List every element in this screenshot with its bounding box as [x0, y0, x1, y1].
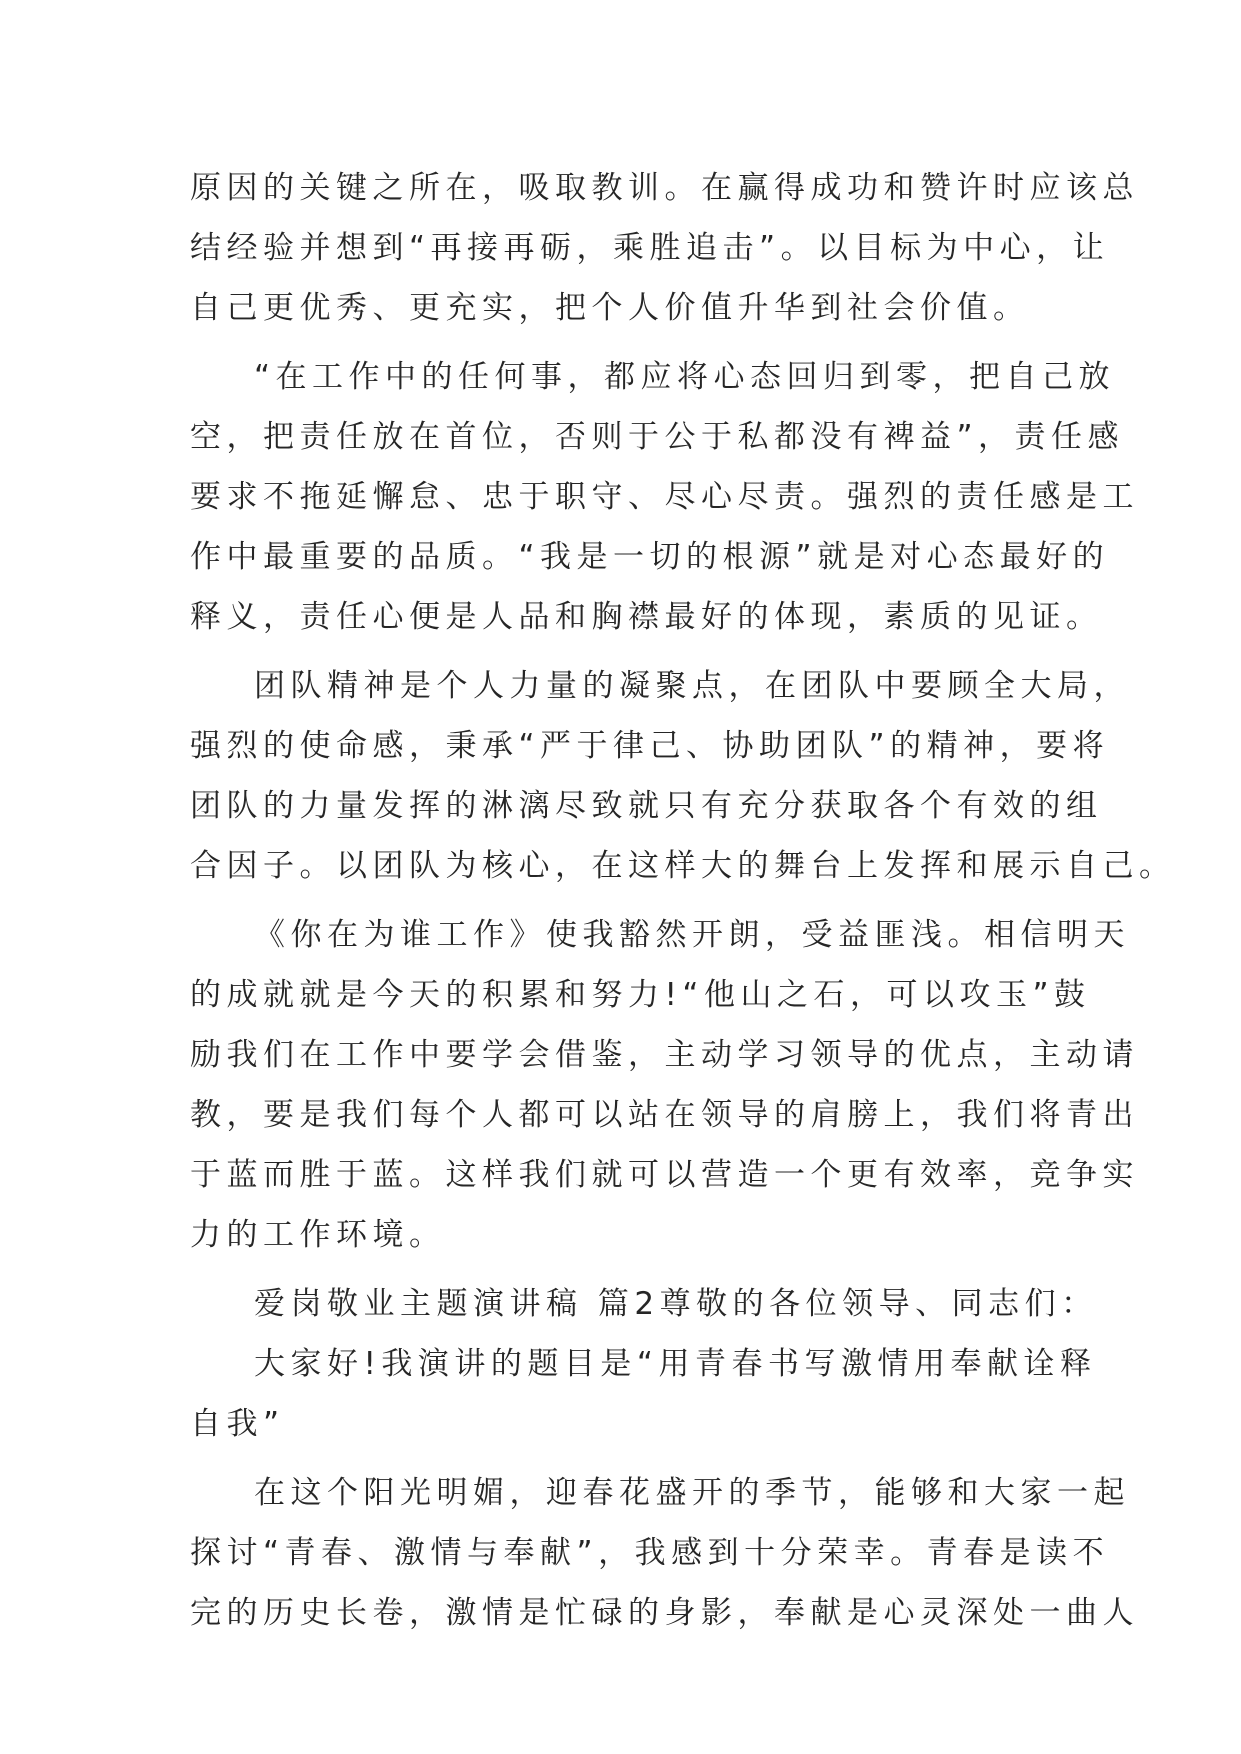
paragraph-first-line: 大家好!我演讲的题目是“用青春书写激情用奉献诠释: [254, 1346, 1097, 1382]
text-line: 自己更优秀、更充实，把个人价值升华到社会价值。: [190, 290, 1030, 326]
speech-heading: 爱岗敬业主题演讲稿 篇2尊敬的各位领导、同志们：: [254, 1286, 1098, 1322]
text-line: 教，要是我们每个人都可以站在领导的肩膀上，我们将青出: [190, 1097, 1139, 1133]
paragraph-first-line: 团队精神是个人力量的凝聚点，在团队中要顾全大局，: [254, 668, 1130, 704]
paragraph-first-line: 《你在为谁工作》使我豁然开朗，受益匪浅。相信明天: [254, 917, 1130, 953]
text-line: 释义，责任心便是人品和胸襟最好的体现，素质的见证。: [190, 599, 1103, 635]
text-line: 完的历史长卷，激情是忙碌的身影，奉献是心灵深处一曲人: [190, 1595, 1139, 1631]
text-line: 原因的关键之所在，吸取教训。在赢得成功和赞许时应该总: [190, 170, 1139, 206]
paragraph-first-line: 在这个阳光明媚，迎春花盛开的季节，能够和大家一起: [254, 1475, 1130, 1511]
text-line: 合因子。以团队为核心，在这样大的舞台上发挥和展示自己。: [190, 848, 1176, 884]
text-line: 自我”: [190, 1406, 285, 1442]
document-body: [190, 158, 1176, 1643]
text-line: 要求不拖延懈怠、忠于职守、尽心尽责。强烈的责任感是工: [190, 479, 1139, 515]
text-line: 力的工作环境。: [190, 1217, 446, 1253]
text-line: 强烈的使命感，秉承“严于律己、协助团队”的精神，要将: [190, 728, 1110, 764]
text-line: 的成就就是今天的积累和努力!“他山之石，可以攻玉”鼓: [190, 977, 1091, 1013]
text-line: 探讨“青春、激情与奉献”，我感到十分荣幸。青春是读不: [190, 1535, 1110, 1571]
text-line: 团队的力量发挥的淋漓尽致就只有充分获取各个有效的组: [190, 788, 1103, 824]
text-line: 空，把责任放在首位，否则于公于私都没有裨益”，责任感: [190, 419, 1125, 455]
paragraph-first-line: “在工作中的任何事，都应将心态回归到零，把自己放: [254, 359, 1116, 395]
text-line: 于蓝而胜于蓝。这样我们就可以营造一个更有效率，竞争实: [190, 1157, 1139, 1193]
text-line: 作中最重要的品质。“我是一切的根源”就是对心态最好的: [190, 539, 1110, 575]
text-line: 励我们在工作中要学会借鉴，主动学习领导的优点，主动请: [190, 1037, 1139, 1073]
text-line: 结经验并想到“再接再砺，乘胜追击”。以目标为中心，让: [190, 230, 1110, 266]
